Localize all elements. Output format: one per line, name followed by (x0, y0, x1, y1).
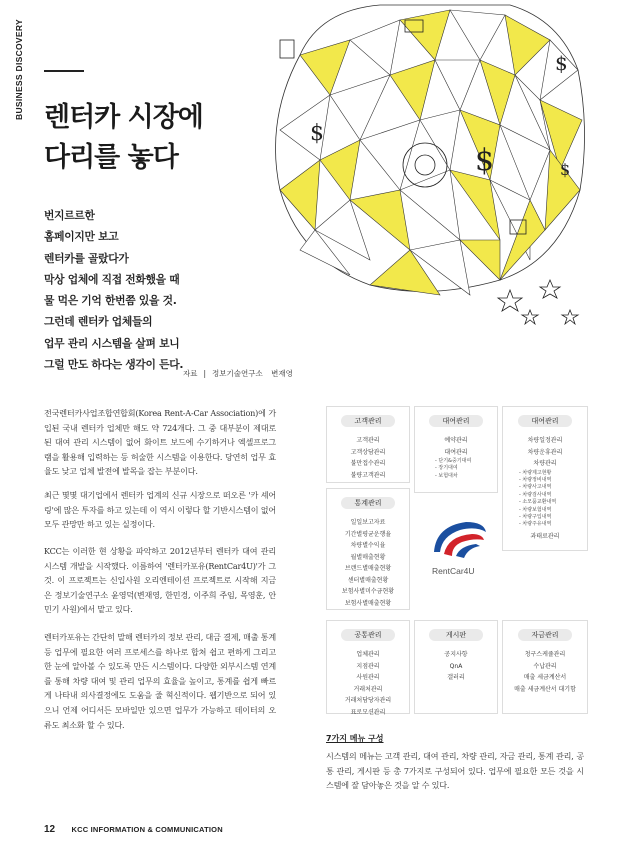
box-subitem: - 장기대여 (435, 465, 458, 472)
box-item: 업체관리 (356, 651, 380, 658)
box-title: 고객관리 (341, 415, 395, 427)
page-title (44, 98, 203, 178)
box-item: 불량고객관리 (350, 471, 386, 479)
box-item: 지점관리 (356, 662, 380, 670)
menu-caption-title: 7가지 메뉴 구성 (326, 734, 384, 743)
box-subitem: - 차량제고현황 (519, 469, 552, 476)
box-item: 예약관리 (444, 437, 468, 444)
customer-box (326, 406, 410, 483)
body-paragraph: 최근 몇몇 대기업에서 렌터카 업계의 신규 시장으로 떠오른 '카 셰어링'에 많은 투자를 하고 있는데 이 역시 이렇다 할 기반시스템이 없어 모두 관망만 하고 있는 실정이다. (44, 490, 276, 530)
box-items (327, 517, 409, 609)
box-item: 월별매출현황 (350, 553, 386, 561)
page-footer (44, 824, 223, 835)
box-item: 차량별수익율 (350, 542, 386, 549)
box-title: 게시판 (429, 629, 483, 641)
box-subitem: - 차량주유내역 (519, 521, 552, 528)
svg-text:$: $ (555, 51, 568, 75)
title-line: 렌터카 시장에 (44, 102, 203, 133)
menu-caption-text: 시스템의 메뉴는 고객 관리, 대여 관리, 차량 관리, 자금 관리, 통계 관리, 공통 관리, 게시판 등 총 7가지로 구성되어 있다. 업무에 필요한 모든 것을 시스템에 잘 담아놓은 것을 알 수 있다. (326, 751, 584, 791)
billing-box (502, 620, 588, 714)
body-paragraph: KCC는 이러한 현 상황을 파악하고 2012년부터 렌터카 대여 관리 시스템 개발을 시작했다. 이름하여 '렌터카포유(RentCar4U)'가 그것. 이 프로젝트는 신입사원 오리엔테이션 프로젝트로 시작해 지금은 정보기술연구소 윤영덕(변재영, 한민경, 이주희 주임, 목영훈, 안민기 사원)에서 맡고 있다. (44, 546, 276, 615)
box-items (503, 649, 587, 695)
box-item: 불만접수관리 (350, 460, 386, 467)
box-subitem: - 차량구입내역 (519, 513, 552, 520)
svg-text:$: $ (560, 160, 571, 179)
box-item: 거래처담당자관리 (344, 697, 392, 704)
box-item: 고객관리 (356, 437, 380, 444)
box-title: 공통관리 (341, 629, 395, 641)
menu-diagram (326, 398, 588, 716)
board-box (414, 620, 498, 714)
magazine-name: KCC INFORMATION & COMMUNICATION (71, 825, 223, 834)
box-item: 매출 세금계산서 대기함 (514, 685, 576, 693)
box-item: QnA (449, 662, 463, 670)
lead-line: 번지르르한 (44, 209, 95, 222)
svg-text:$: $ (310, 121, 324, 146)
lead-line: 렌터카를 골랐다가 (44, 251, 129, 265)
page-number: 12 (44, 824, 56, 835)
box-title: 통계관리 (341, 497, 395, 509)
box-items (327, 649, 409, 718)
box-item: 보험사별매출현황 (344, 599, 392, 607)
box-item: 사원관리 (356, 674, 380, 681)
box-item: 청구스케쥴관리 (524, 651, 566, 658)
box-item: 갤러리 (447, 674, 465, 681)
article-credit: 자료 | 정보기술연구소 변재영 (183, 369, 293, 378)
title-rule (44, 70, 84, 72)
title-line: 다리를 놓다 (44, 142, 178, 173)
body-paragraph: 렌터카포유는 간단히 말해 렌터카의 정보 관리, 대금 결제, 매출 통계 등 업무에 필요한 여러 프로세스를 하나로 합쳐 쉽고 편하게 그리고 한 눈에 알아볼 수 있도록 만든 시스템이다. 다양한 외부시스템 연계를 통해 차량 대여 및 관리 업무의 효율을 높이고, 통계를 쉽게 빠르게 나타내 의사결정에도 도움을 줄 혁신적이다. 웹기반으로 되어 있으니 언제 어디서든 모바일만 있으면 업무가 가능하고 데이터의 오류도 최소화 할 수 있다. (44, 632, 276, 730)
box-item: 일일보고자료 (350, 519, 386, 526)
box-subitem: - 보험대차 (435, 472, 458, 479)
box-items (327, 435, 409, 481)
lead-line: 그럴 만도 하다는 생각이 든다. (44, 358, 184, 372)
rental-box (414, 406, 498, 493)
box-item: 센터별매출현황 (347, 576, 389, 584)
box-item: 공지사항 (444, 651, 468, 658)
box-items (415, 435, 497, 480)
vehicle-box (502, 406, 588, 551)
stats-box (326, 488, 410, 610)
body-paragraph: 전국렌터카사업조합연합회(Korea Rent-A-Car Association)에 가입된 국내 렌터카 업체만 해도 약 724개다. 그 중 대부분이 제대로 된 대여 관리 시스템이 없어 화이트 보드에 수기하거나 엑셀프로그램을 활용해 입력하는 등 허술한 시스템을 이용한다. 당연히 업무 효율도 낮고 업체 발전에 발목을 잡는 부분이다. (44, 408, 276, 477)
box-item: 보험사별미수금현황 (341, 588, 395, 595)
logo-label: RentCar4U (432, 566, 475, 576)
svg-text:$: $ (475, 143, 495, 178)
box-item: 차량운휴관리 (527, 448, 563, 456)
lead-line: 물 먹은 기억 한번쯤 있을 것. (44, 294, 177, 308)
box-item: 수납관리 (533, 662, 557, 670)
common-box (326, 620, 410, 714)
box-item: 차량관리 (533, 460, 557, 467)
box-subitem: - 차량정비내역 (519, 476, 552, 483)
box-item: 거래처관리 (353, 685, 383, 693)
lead-line: 그런데 렌터카 업체들의 (44, 315, 153, 329)
box-title: 자금관리 (518, 629, 572, 641)
box-title: 대여관리 (518, 415, 572, 427)
box-subitem: - 단기&중기대여 (435, 458, 472, 464)
box-item: 표로모션관리 (350, 708, 386, 716)
box-item: 차량일정관리 (527, 437, 563, 444)
box-item: 고객상담관리 (350, 448, 386, 456)
box-subitem: - 차량보험내역 (519, 506, 552, 513)
lead-line: 홈페이지만 보고 (44, 230, 119, 244)
lead-line: 막상 업체에 직접 전화했을 때 (44, 272, 180, 286)
box-item: 브랜드별매출현황 (344, 565, 392, 572)
box-subitem: - 차량사고내역 (519, 484, 552, 491)
credit-label: 자료 (183, 369, 198, 378)
credit-author: 변재영 (271, 369, 293, 378)
box-title: 대여관리 (429, 415, 483, 427)
box-items (503, 435, 587, 542)
box-subitem: - 차량검사내역 (519, 491, 552, 498)
credit-source: 정보기술연구소 (212, 369, 263, 378)
lead-paragraph (44, 205, 183, 375)
box-item: 대여관리 (444, 448, 468, 456)
box-items (415, 649, 497, 684)
box-item: 과태료관리 (530, 532, 560, 540)
net-ball-illustration (260, 0, 590, 335)
box-item: 매출 세금계산서 (523, 674, 567, 681)
rentcar4u-logo-icon (426, 518, 488, 560)
box-subitem: - 소모품교환내역 (519, 499, 557, 506)
section-label: BUSINESS DISCOVERY (14, 19, 24, 120)
lead-line: 업무 관리 시스템을 살펴 보니 (44, 336, 180, 350)
box-item: 기간별평균운행율 (344, 530, 392, 538)
